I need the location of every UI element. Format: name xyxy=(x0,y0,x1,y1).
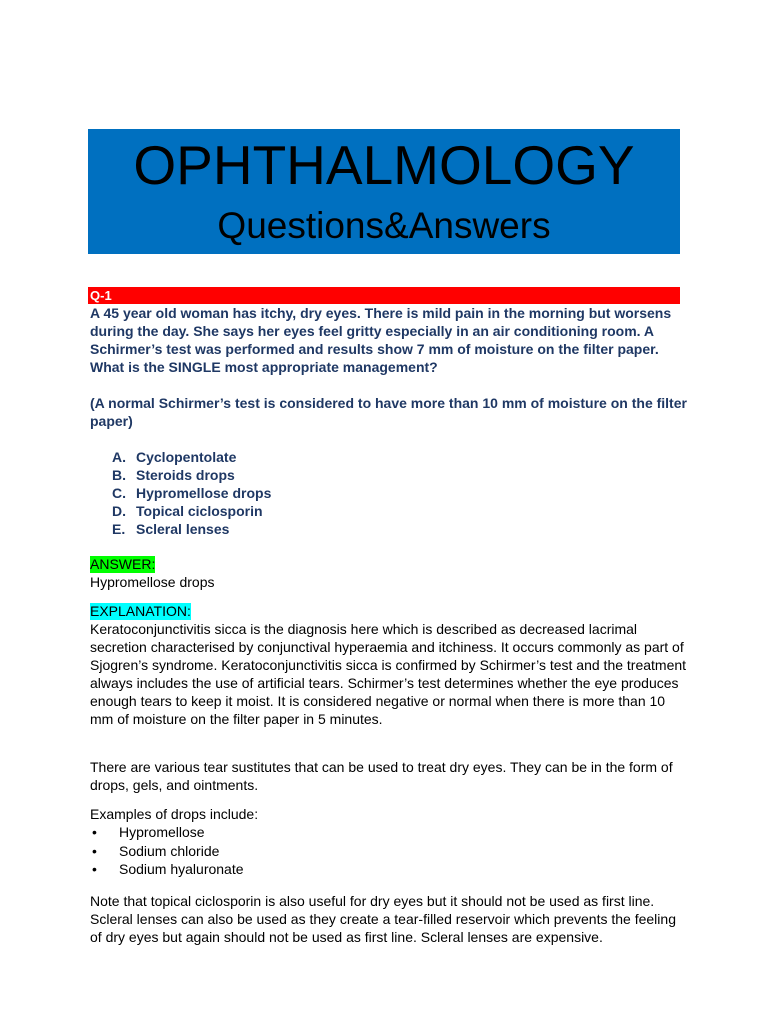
paragraph-text: There are various tear sustitutes that can be used to treat dry eyes. They can be in the form of drops, gels, and ointments. xyxy=(90,759,673,793)
answer-options xyxy=(90,448,690,538)
explanation-paragraph-3 xyxy=(90,892,690,946)
option-letter: A. xyxy=(112,449,126,465)
explanation-label: EXPLANATION: xyxy=(90,603,191,619)
option-text: Steroids drops xyxy=(136,467,235,483)
question-stem: A 45 year old woman has itchy, dry eyes. There is mild pain in the morning but worsens during the day. She says her eyes feel gritty especially in an air conditioning room. A Schirmer’s test was performed and results show 7 mm of moisture on the filter paper. What is the SINGLE most appropriate management? xyxy=(90,305,672,375)
question-number-bar: Q-1 xyxy=(88,287,680,304)
option-item xyxy=(112,502,690,520)
option-item xyxy=(112,520,690,538)
option-item xyxy=(112,448,690,466)
answer-label: ANSWER: xyxy=(90,556,156,572)
question-note: (A normal Schirmer’s test is considered to have more than 10 mm of moisture on the filter paper) xyxy=(90,395,687,429)
answer-section xyxy=(90,555,690,591)
option-text: Scleral lenses xyxy=(136,521,230,537)
list-item xyxy=(90,823,690,842)
explanation-section xyxy=(90,602,690,728)
option-letter: E. xyxy=(112,521,126,537)
bullet-icon: • xyxy=(92,824,97,840)
title-banner xyxy=(88,129,680,254)
examples-list xyxy=(90,823,690,879)
bullet-icon: • xyxy=(92,842,97,859)
answer-text: Hypromellose drops xyxy=(90,574,215,590)
explanation-paragraph-2 xyxy=(90,758,690,794)
option-text: Hypromellose drops xyxy=(136,485,272,501)
option-letter: D. xyxy=(112,503,126,519)
page-subtitle: Questions&Answers xyxy=(217,205,551,246)
list-item-text: Sodium chloride xyxy=(119,842,220,859)
list-item-text: Sodium hyaluronate xyxy=(119,861,244,877)
option-item xyxy=(112,484,690,502)
option-text: Topical ciclosporin xyxy=(136,503,263,519)
option-text: Cyclopentolate xyxy=(136,449,237,465)
paragraph-text: Note that topical ciclosporin is also useful for dry eyes but it should not be used as first line. Scleral lenses can also be used as they create a tear-filled reservoir which prevents the feeling of dry eyes but again should not be used as first line. Scleral lenses are expensive. xyxy=(90,893,676,945)
explanation-paragraph-1: Keratoconjunctivitis sicca is the diagnosis here which is described as decreased lacrimal secretion characterised by conjunctival hyperaemia and itchiness. It occurs commonly as part of Sjogren’s syndrome. Keratoconjunctivitis sicca is confirmed by Schirmer’s test and the treatment always includes the use of artificial tears. Schirmer’s test determines whether the eye produces enough tears to keep it moist. It is considered negative or normal when there is more than 10 mm of moisture on the filter paper in 5 minutes. xyxy=(90,621,687,727)
bullet-icon: • xyxy=(92,861,97,877)
list-item xyxy=(90,842,690,861)
question-block xyxy=(90,304,690,538)
examples-intro: Examples of drops include: xyxy=(90,806,259,822)
option-letter: C. xyxy=(112,485,126,501)
option-item xyxy=(112,466,690,484)
list-item xyxy=(90,860,690,879)
examples-section xyxy=(90,805,690,879)
page-title: OPHTHALMOLOGY xyxy=(133,134,635,196)
option-letter: B. xyxy=(112,467,126,483)
list-item-text: Hypromellose xyxy=(119,824,205,840)
